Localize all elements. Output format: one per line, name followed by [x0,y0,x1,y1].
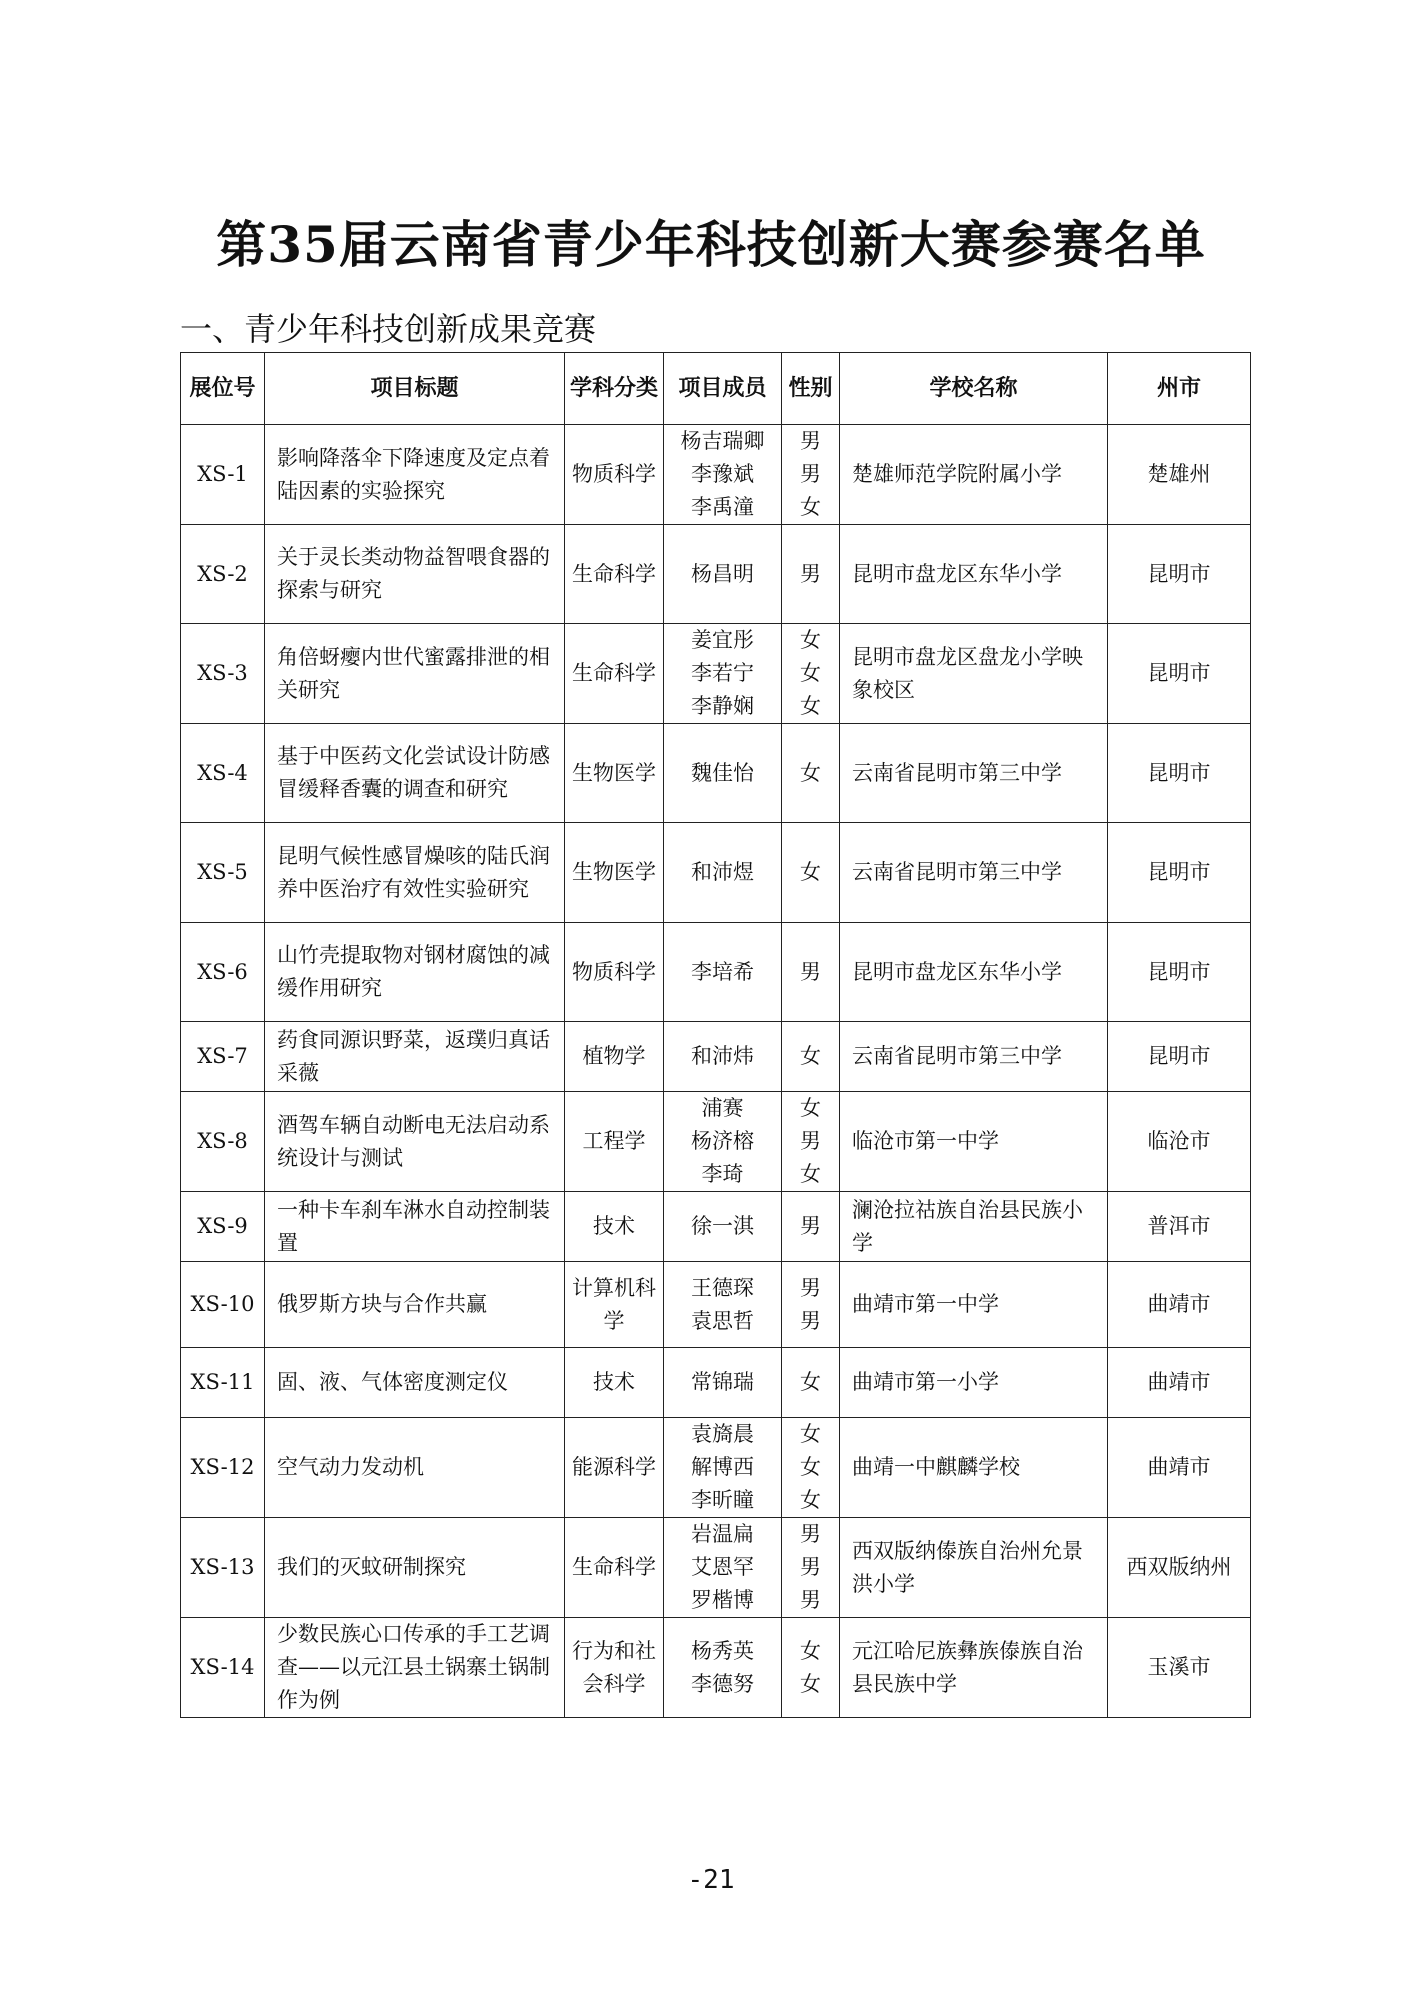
member-gender: 女 [800,860,821,884]
category-cell: 生物医学 [565,724,664,823]
member-name: 魏佳怡 [691,760,754,785]
school-name-cell: 昆明市盘龙区东华小学 [840,525,1108,624]
members-cell [664,1092,782,1192]
member-name: 艾恩罕 [691,1555,754,1579]
members-cell [664,724,782,823]
city-cell: 曲靖市 [1108,1418,1251,1518]
member-gender: 男 [800,1308,821,1333]
category-cell: 物质科学 [565,425,664,525]
member-name: 解博西 [691,1455,754,1479]
member-gender: 男 [800,1214,821,1238]
member-gender: 男 [800,1588,821,1612]
member-gender: 女 [800,1455,821,1479]
project-title-cell: 俄罗斯方块与合作共赢 [265,1262,565,1348]
city-cell: 临沧市 [1108,1092,1251,1192]
member-name: 杨秀英 [691,1638,754,1663]
project-title-cell: 影响降落伞下降速度及定点着陆因素的实验探究 [265,425,565,525]
school-name-cell: 临沧市第一中学 [840,1092,1108,1192]
project-title-cell: 角倍蚜瘿内世代蜜露排泄的相关研究 [265,624,565,724]
project-title-cell: 少数民族心口传承的手工艺调查——以元江县土锅寨土锅制作为例 [265,1618,565,1718]
table-row [181,624,1251,724]
table-row [181,1418,1251,1518]
city-cell: 昆明市 [1108,823,1251,923]
members-cell [664,425,782,525]
member-name: 李琦 [701,1162,744,1186]
category-cell: 技术 [565,1192,664,1262]
member-name: 李若宁 [691,661,754,685]
project-title-cell: 我们的灭蚊研制探究 [265,1518,565,1618]
project-title-cell: 昆明气候性感冒燥咳的陆氏润养中医治疗有效性实验研究 [265,823,565,923]
table-row [181,923,1251,1022]
project-title-cell: 一种卡车刹车淋水自动控制装置 [265,1192,565,1262]
header-school: 学校名称 [840,353,1108,425]
booth-number-cell: XS-6 [181,923,265,1022]
member-name: 常锦瑞 [691,1370,754,1394]
booth-number-cell: XS-3 [181,624,265,724]
member-gender: 女 [800,1370,821,1394]
member-gender: 男 [800,429,821,453]
document-title: 第35届云南省青少年科技创新大赛参赛名单 [216,215,1206,274]
school-name-cell: 元江哈尼族彝族傣族自治县民族中学 [840,1618,1108,1718]
booth-number-cell: XS-4 [181,724,265,823]
school-name-cell: 曲靖市第一小学 [840,1348,1108,1418]
member-gender: 女 [800,1044,821,1068]
member-name: 李静娴 [691,694,754,718]
member-gender: 女 [800,661,821,685]
project-title-cell: 空气动力发动机 [265,1418,565,1518]
school-name-cell: 云南省昆明市第三中学 [840,823,1108,923]
members-cell [664,525,782,624]
table-row [181,1192,1251,1262]
category-cell: 技术 [565,1348,664,1418]
member-name: 李德努 [691,1671,754,1696]
gender-cell [782,425,840,525]
member-name: 和沛炜 [691,1044,754,1068]
school-name-cell: 楚雄师范学院附属小学 [840,425,1108,525]
member-name: 浦赛 [701,1096,744,1120]
member-gender: 男 [800,561,821,586]
project-title-cell: 药食同源识野菜，返璞归真话采薇 [265,1022,565,1092]
booth-number-cell: XS-10 [181,1262,265,1348]
city-cell: 玉溪市 [1108,1618,1251,1718]
header-booth-number: 展位号 [181,353,265,425]
members-cell [664,1022,782,1092]
booth-number-cell: XS-5 [181,823,265,923]
gender-cell [782,1262,840,1348]
booth-number-cell: XS-7 [181,1022,265,1092]
city-cell: 曲靖市 [1108,1262,1251,1348]
member-gender: 男 [800,462,821,486]
member-gender: 女 [800,1671,821,1696]
member-name: 李培希 [691,959,754,984]
booth-number-cell: XS-9 [181,1192,265,1262]
category-cell: 生命科学 [565,1518,664,1618]
member-name: 杨吉瑞卿 [680,429,765,453]
gender-cell [782,1022,840,1092]
table-row [181,1022,1251,1092]
member-name: 杨昌明 [691,561,754,586]
category-cell: 生命科学 [565,525,664,624]
city-cell: 昆明市 [1108,923,1251,1022]
category-cell: 能源科学 [565,1418,664,1518]
school-name-cell: 云南省昆明市第三中学 [840,724,1108,823]
member-gender: 女 [800,495,821,519]
booth-number-cell: XS-14 [181,1618,265,1718]
gender-cell [782,1092,840,1192]
member-gender: 男 [800,1275,821,1300]
booth-number-cell: XS-8 [181,1092,265,1192]
member-name: 袁思哲 [691,1308,754,1333]
booth-number-cell: XS-1 [181,425,265,525]
table-row [181,1262,1251,1348]
school-name-cell: 昆明市盘龙区盘龙小学映象校区 [840,624,1108,724]
table-row [181,724,1251,823]
category-cell: 计算机科学 [565,1262,664,1348]
gender-cell [782,724,840,823]
member-gender: 女 [800,1638,821,1663]
gender-cell [782,1192,840,1262]
category-cell: 生命科学 [565,624,664,724]
gender-cell [782,1418,840,1518]
members-cell [664,1418,782,1518]
table-row [181,525,1251,624]
table-row [181,1348,1251,1418]
project-title-cell: 酒驾车辆自动断电无法启动系统设计与测试 [265,1092,565,1192]
category-cell: 行为和社会科学 [565,1618,664,1718]
booth-number-cell: XS-13 [181,1518,265,1618]
members-cell [664,823,782,923]
member-name: 罗楷博 [691,1588,754,1612]
project-title-cell: 关于灵长类动物益智喂食器的探索与研究 [265,525,565,624]
member-name: 和沛煜 [691,860,754,884]
section-heading: 一、青少年科技创新成果竞赛 [180,310,597,348]
gender-cell [782,1348,840,1418]
table-row [181,1518,1251,1618]
member-name: 李豫斌 [691,462,754,486]
category-cell: 物质科学 [565,923,664,1022]
table-row [181,425,1251,525]
gender-cell [782,1518,840,1618]
header-category: 学科分类 [565,353,664,425]
project-title-cell: 固、液、气体密度测定仪 [265,1348,565,1418]
gender-cell [782,1618,840,1718]
city-cell: 西双版纳州 [1108,1518,1251,1618]
participant-table [180,352,1251,1718]
member-name: 袁旖晨 [691,1422,754,1446]
school-name-cell: 曲靖市第一中学 [840,1262,1108,1348]
member-gender: 女 [800,1162,821,1186]
booth-number-cell: XS-11 [181,1348,265,1418]
city-cell: 昆明市 [1108,525,1251,624]
booth-number-cell: XS-2 [181,525,265,624]
school-name-cell: 曲靖一中麒麟学校 [840,1418,1108,1518]
member-gender: 女 [800,1096,821,1120]
member-name: 姜宜彤 [691,628,754,652]
city-cell: 曲靖市 [1108,1348,1251,1418]
member-name: 李禹潼 [691,495,754,519]
table-row [181,1618,1251,1718]
school-name-cell: 云南省昆明市第三中学 [840,1022,1108,1092]
page-number: -21 [687,1865,735,1895]
members-cell [664,624,782,724]
category-cell: 生物医学 [565,823,664,923]
gender-cell [782,923,840,1022]
gender-cell [782,823,840,923]
city-cell: 昆明市 [1108,624,1251,724]
members-cell [664,1262,782,1348]
header-city: 州市 [1108,353,1251,425]
school-name-cell: 西双版纳傣族自治州允景洪小学 [840,1518,1108,1618]
category-cell: 植物学 [565,1022,664,1092]
members-cell [664,1192,782,1262]
header-gender: 性别 [782,353,840,425]
school-name-cell: 昆明市盘龙区东华小学 [840,923,1108,1022]
table-row [181,1092,1251,1192]
booth-number-cell: XS-12 [181,1418,265,1518]
city-cell: 昆明市 [1108,724,1251,823]
members-cell [664,1348,782,1418]
members-cell [664,923,782,1022]
header-project-title: 项目标题 [265,353,565,425]
member-gender: 女 [800,760,821,785]
member-name: 王德琛 [691,1275,754,1300]
member-gender: 女 [800,1488,821,1512]
project-title-cell: 基于中医药文化尝试设计防感冒缓释香囊的调查和研究 [265,724,565,823]
gender-cell [782,525,840,624]
member-name: 杨济榕 [691,1129,754,1153]
header-members: 项目成员 [664,353,782,425]
member-name: 徐一淇 [691,1214,754,1238]
member-gender: 女 [800,1422,821,1446]
members-cell [664,1618,782,1718]
member-gender: 男 [800,1129,821,1153]
member-gender: 女 [800,628,821,652]
member-gender: 女 [800,694,821,718]
member-gender: 男 [800,1522,821,1546]
member-gender: 男 [800,959,821,984]
table-row [181,823,1251,923]
member-name: 岩温扁 [691,1522,754,1546]
city-cell: 楚雄州 [1108,425,1251,525]
city-cell: 昆明市 [1108,1022,1251,1092]
category-cell: 工程学 [565,1092,664,1192]
member-name: 李昕瞳 [691,1488,754,1512]
gender-cell [782,624,840,724]
school-name-cell: 澜沧拉祜族自治县民族小学 [840,1192,1108,1262]
project-title-cell: 山竹壳提取物对钢材腐蚀的减缓作用研究 [265,923,565,1022]
city-cell: 普洱市 [1108,1192,1251,1262]
members-cell [664,1518,782,1618]
member-gender: 男 [800,1555,821,1579]
table-header-row [181,353,1251,425]
